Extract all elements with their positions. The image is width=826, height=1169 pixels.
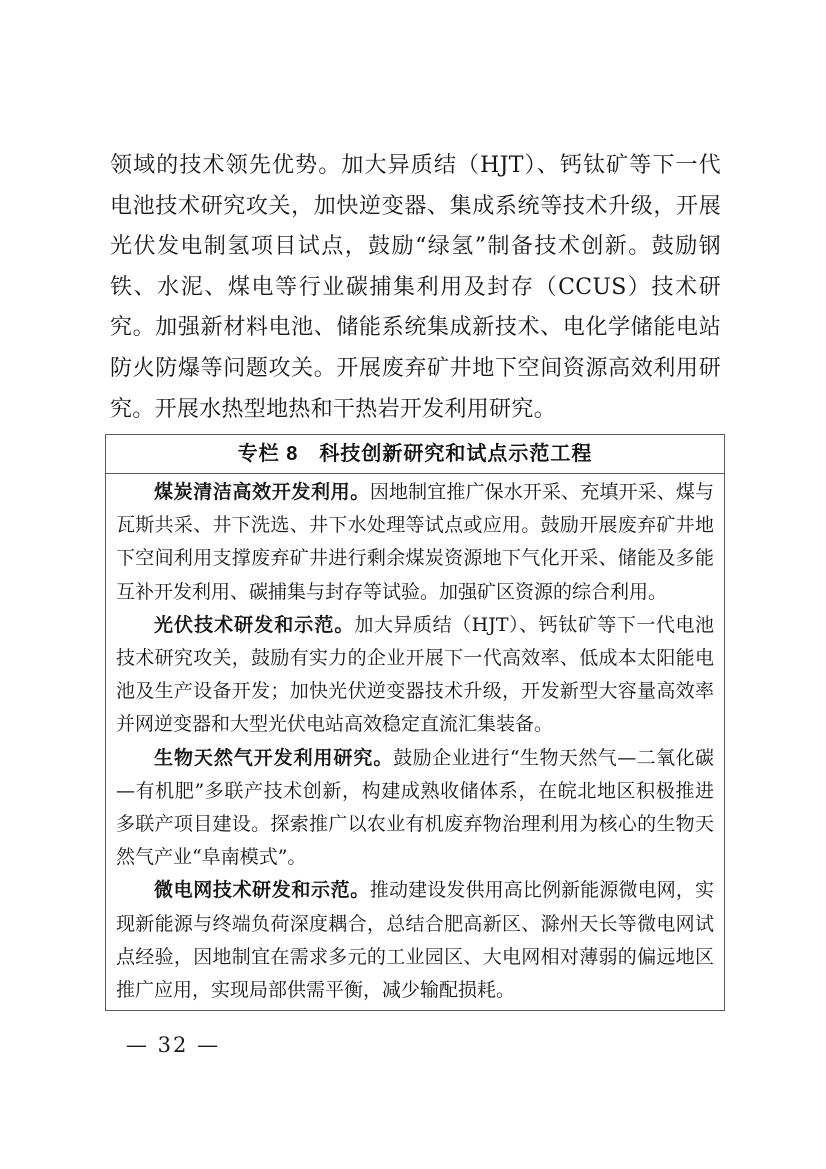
paragraph-text-biogas: 鼓励企业进行“生物天然气—二氧化碳—有机肥”多联产技术创新，构建成熟收储体系，在皖北地区积极推进多联产项目建设。探索推广以农业有机废弃物治理利用为核心的生物天然气产业“阜南模式”。 [116,746,714,869]
callout-paragraph-photovoltaic [116,609,714,742]
page-number: — 32 — [126,1033,221,1057]
callout-paragraph-microgrid [116,874,714,1007]
paragraph-lead-photovoltaic: 光伏技术研发和示范。 [154,613,355,636]
callout-box-title: 专栏 8 科技创新研究和试点示范工程 [106,435,724,474]
callout-paragraph-coal [116,476,714,609]
body-paragraph: 领域的技术领先优势。加大异质结（HJT）、钙钛矿等下一代电池技术研究攻关，加快逆变器、集成系统等技术升级，开展光伏发电制氢项目试点，鼓励“绿氢”制备技术创新。鼓励钢铁、水泥、煤电等行业碳捕集利用及封存（CCUS）技术研究。加强新材料电池、储能系统集成新技术、电化学储能电站防火防爆等问题攻关。开展废弃矿井地下空间资源高效利用研究。开展水热型地热和干热岩开发利用研究。 [110,153,721,422]
paragraph-lead-coal: 煤炭清洁高效开发利用。 [154,481,370,503]
paragraph-lead-microgrid: 微电网技术研发和示范。 [154,879,370,902]
paragraph-text-coal: 因地制宜推广保水开采、充填开采、煤与瓦斯共采、井下洗选、井下水处理等试点或应用。鼓励开展废弃矿井地下空间利用支撑废弃矿井进行剩余煤炭资源地下气化开采、储能及多能互补开发利用、碳捕集与封存等试验。加强矿区资源的综合利用。 [116,481,714,603]
callout-box-body [106,474,724,1010]
paragraph-text-photovoltaic: 加大异质结（HJT）、钙钛矿等下一代电池技术研究攻关，鼓励有实力的企业开展下一代高效率、低成本太阳能电池及生产设备开发；加快光伏逆变器技术升级，开发新型大容量高效率并网逆变器和大型光伏电站高效稳定直流汇集装备。 [116,613,714,736]
callout-paragraph-biogas [116,742,714,875]
paragraph-text-microgrid: 推动建设发供用高比例新能源微电网，实现新能源与终端负荷深度耦合，总结合肥高新区、滁州天长等微电网试点经验，因地制宜在需求多元的工业园区、大电网相对薄弱的偏远地区推广应用，实现局部供需平衡，减少输配损耗。 [116,879,714,1002]
callout-box [105,434,725,1011]
paragraph-lead-biogas: 生物天然气开发利用研究。 [154,746,394,769]
